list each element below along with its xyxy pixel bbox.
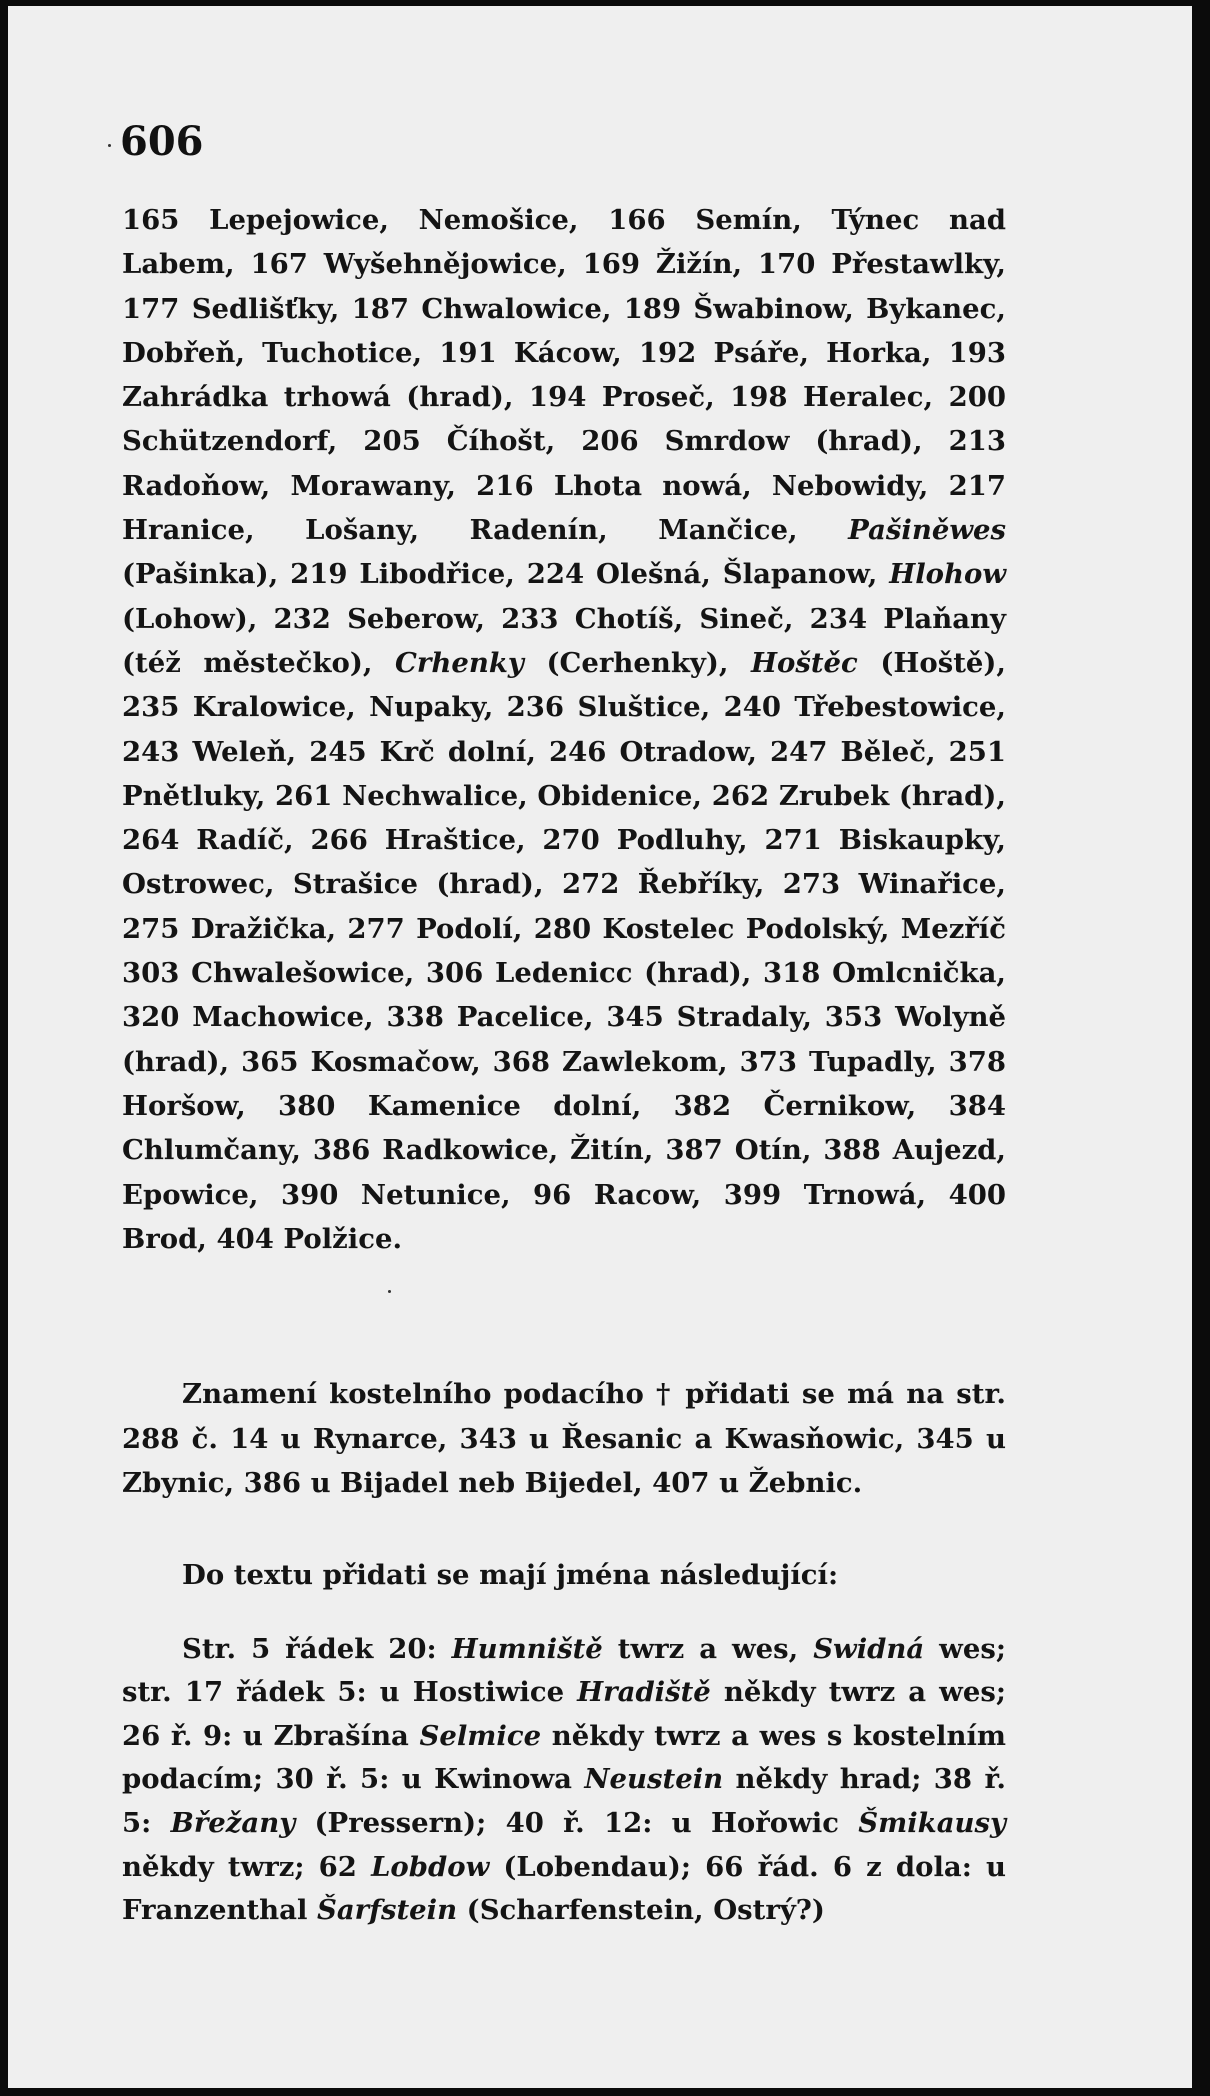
paper-speck (108, 144, 111, 147)
index-segment-2: (Pašinka), 219 Libodřice, 224 Olešná, Šlapanow, (122, 558, 890, 591)
addition-segment: Str. 5 řádek 20: (182, 1632, 452, 1665)
italic-place-name: Neustein (584, 1763, 724, 1796)
additions-intro: Do textu přidati se mají jména následující: (182, 1559, 839, 1591)
italic-place-name: Hradiště (577, 1676, 711, 1709)
book-page (8, 6, 1192, 2088)
italic-place-name: Swidná (813, 1632, 925, 1665)
addition-segment: twrz a wes, (602, 1632, 814, 1665)
page-number: 606 (120, 118, 204, 165)
addition-segment: (Lobendau); 66 řád. 6 z dola: u Franzenthal (122, 1850, 1006, 1927)
italic-place-name: Lobdow (371, 1850, 490, 1883)
italic-place-name: Humniště (451, 1632, 603, 1665)
note-text: Znamení kostelního podacího † přidati se má na str. 288 č. 14 u Rynarce, 343 u Řesanic a Kwasňowic, 345 u Zbynic, 386 u Bijadel neb Bijedel, 407 u Žebnic. (122, 1378, 1006, 1499)
addition-segment: někdy twrz a wes; 26 ř. 9: u Zbrašína (122, 1676, 1006, 1752)
italic-place-name: Selmice (419, 1719, 542, 1752)
index-segment-3: (Lohow), 232 Seberow, 233 Chotíš, Sineč, 234 Plaňany (též městečko), (122, 602, 1006, 679)
italic-place-name: Hoštěc (751, 646, 858, 679)
italic-place-name: Šarfstein (316, 1894, 458, 1927)
addition-segment: (Pressern); 40 ř. 12: u Hořowic (295, 1806, 859, 1839)
paper-speck (388, 1290, 391, 1293)
addition-segment: někdy twrz; 62 (122, 1850, 372, 1883)
index-segment-1: 165 Lepejowice, Nemošice, 166 Semín, Týnec nad Labem, 167 Wyšehnějowice, 169 Žižín, 170 Přestawlky, 177 Sedlišťky, 187 Chwalowice, 189 Šwabinow, Bykanec, Dobřeň, Tuchotice, 191 Kácow, 192 Psáře, Horka, 193 Zahrádka trhowá (hrad), 194 Proseč, 198 Heralec, 200 Schützendorf, 205 Číhošt, 206 Smrdow (hrad), 213 Radoňow, Morawany, 216 Lhota nowá, Nebowidy, 217 Hranice, Lošany, Radenín, Mančice, (122, 204, 1006, 547)
additions-text (122, 1628, 1006, 1933)
italic-place-name: Hlohow (889, 558, 1006, 591)
italic-place-name: Břežany (170, 1806, 296, 1839)
place-index-paragraph (122, 198, 1006, 1261)
addition-segment: (Scharfenstein, Ostrý?) (457, 1894, 825, 1927)
additions-section (122, 1554, 1006, 1933)
addition-segment: někdy twrz a wes s kostelním podacím; 30 ř. 5: u Kwinowa (122, 1719, 1006, 1796)
index-text (122, 198, 1006, 1261)
addition-segment: wes; str. 17 řádek 5: u Hostiwice (122, 1632, 1006, 1709)
italic-place-name: Šmikausy (858, 1806, 1006, 1839)
index-segment-5: (Hoště), 235 Kralowice, Nupaky, 236 Sluštice, 240 Třebestowice, 243 Weleň, 245 Krč dolní, 246 Otradow, 247 Běleč, 251 Pnětluky, 261 Nechwalice, Obidenice, 262 Zrubek (hrad), 264 Radíč, 266 Hraštice, 270 Podluhy, 271 Biskaupky, Ostrowec, Strašice (hrad), 272 Řebříky, 273 Winařice, 275 Dražička, 277 Podolí, 280 Kostelec Podolský, Mezříč 303 Chwalešowice, 306 Ledenicc (hrad), 318 Omlcnička, 320 Machowice, 338 Pacelice, 345 Stradaly, 353 Wolyně (hrad), 365 Kosmačow, 368 Zawlekom, 373 Tupadly, 378 Horšow, 380 Kamenice dolní, 382 Černikow, 384 Chlumčany, 386 Radkowice, Žitín, 387 Otín, 388 Aujezd, Epowice, 390 Netunice, 96 Racow, 399 Trnowá, 400 Brod, 404 Polžice. (122, 646, 1006, 1255)
italic-place-name: Pašiněwes (848, 514, 1006, 547)
patronage-note-paragraph (122, 1372, 1006, 1506)
addition-segment: někdy hrad; 38 ř. 5: (122, 1763, 1006, 1839)
italic-place-name: Crhenky (394, 646, 524, 679)
index-segment-4: (Cerhenky), (523, 646, 752, 679)
